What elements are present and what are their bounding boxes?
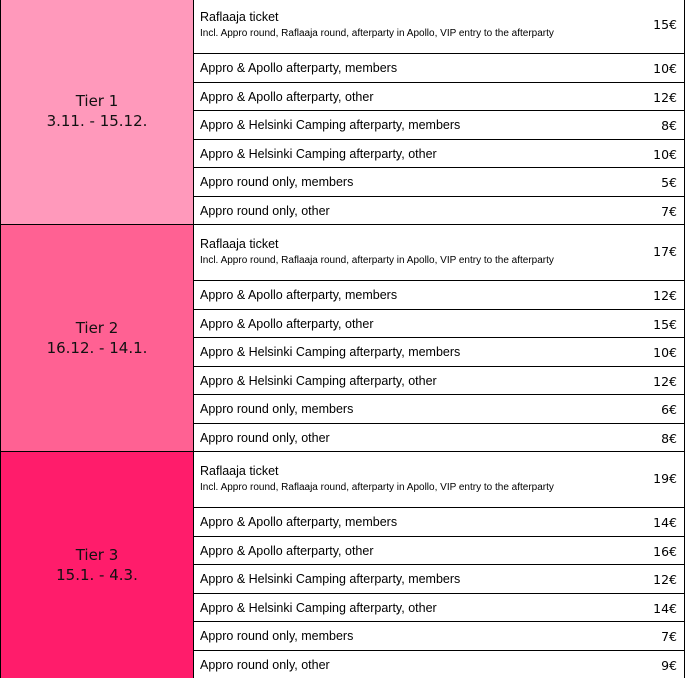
price-row [194, 394, 685, 423]
ticket-price: 14€ [653, 600, 677, 616]
ticket-price: 19€ [653, 471, 677, 486]
ticket-name: Appro round only, other [200, 203, 330, 218]
ticket-name: Appro & Apollo afterparty, other [200, 89, 374, 104]
ticket-price: 6€ [661, 402, 677, 417]
ticket-name: Appro & Apollo afterparty, members [200, 288, 398, 302]
ticket-price: 12€ [653, 288, 677, 303]
ticket-name: Appro round only, members [200, 629, 354, 643]
tier-section [0, 224, 685, 451]
tier-name: Tier 2 [75, 319, 119, 337]
tier-label-cell [0, 451, 194, 678]
tier-label-cell [0, 0, 194, 224]
tier-price-rows [194, 0, 685, 224]
price-row [194, 196, 685, 225]
ticket-price: 12€ [653, 373, 677, 389]
ticket-description: Incl. Appro round, Raflaaja round, afterparty in Apollo, VIP entry to the afterparty [200, 28, 554, 39]
ticket-price: 10€ [653, 146, 677, 162]
price-row [194, 280, 685, 309]
ticket-price: 9€ [661, 657, 677, 673]
ticket-name: Appro & Helsinki Camping afterparty, members [200, 572, 461, 586]
tier-name: Tier 1 [75, 92, 119, 110]
ticket-price: 10€ [653, 345, 677, 360]
tier-dates: 15.1. - 4.3. [56, 566, 138, 584]
price-row [194, 593, 685, 622]
ticket-description: Incl. Appro round, Raflaaja round, afterparty in Apollo, VIP entry to the afterparty [200, 255, 554, 266]
ticket-price: 10€ [653, 61, 677, 76]
price-row [194, 309, 685, 338]
ticket-name: Appro round only, other [200, 430, 330, 445]
price-row [194, 621, 685, 650]
price-row [194, 139, 685, 168]
ticket-price: 12€ [653, 89, 677, 105]
ticket-price: 8€ [661, 430, 677, 446]
price-row [194, 0, 685, 53]
price-row [194, 167, 685, 196]
ticket-name: Appro & Apollo afterparty, other [200, 316, 374, 331]
ticket-price: 17€ [653, 244, 677, 259]
price-row [194, 110, 685, 139]
price-row [194, 82, 685, 111]
price-row [194, 564, 685, 593]
ticket-price: 15€ [653, 17, 677, 32]
ticket-name: Appro & Helsinki Camping afterparty, members [200, 118, 461, 132]
ticket-name: Appro & Helsinki Camping afterparty, members [200, 345, 461, 359]
tier-name: Tier 3 [75, 546, 119, 564]
ticket-name: Raflaaja ticket [200, 10, 279, 24]
ticket-price: 12€ [653, 572, 677, 587]
price-row [194, 423, 685, 452]
tier-label-cell [0, 224, 194, 451]
ticket-price: 5€ [661, 175, 677, 190]
ticket-name: Appro & Apollo afterparty, other [200, 543, 374, 558]
ticket-name: Appro & Apollo afterparty, members [200, 61, 398, 75]
ticket-description: Incl. Appro round, Raflaaja round, afterparty in Apollo, VIP entry to the afterparty [200, 482, 554, 493]
ticket-price: 16€ [653, 543, 677, 559]
price-row [194, 536, 685, 565]
ticket-name: Raflaaja ticket [200, 464, 279, 478]
ticket-name: Appro round only, members [200, 402, 354, 416]
tier-dates: 16.12. - 14.1. [46, 339, 148, 357]
tier-price-rows [194, 224, 685, 451]
ticket-name: Appro & Helsinki Camping afterparty, other [200, 373, 437, 388]
price-row [194, 650, 685, 678]
price-row [194, 451, 685, 507]
price-row [194, 337, 685, 366]
tier-price-rows [194, 451, 685, 678]
ticket-price: 7€ [661, 629, 677, 644]
tier-section [0, 0, 685, 224]
price-row [194, 224, 685, 280]
ticket-name: Raflaaja ticket [200, 237, 279, 251]
ticket-name: Appro & Helsinki Camping afterparty, other [200, 146, 437, 161]
ticket-price: 15€ [653, 316, 677, 332]
ticket-name: Appro round only, members [200, 175, 354, 189]
price-row [194, 507, 685, 536]
price-row [194, 366, 685, 395]
ticket-price: 7€ [661, 203, 677, 219]
price-row [194, 53, 685, 82]
ticket-name: Appro & Apollo afterparty, members [200, 515, 398, 529]
tier-dates: 3.11. - 15.12. [46, 112, 148, 130]
ticket-price: 14€ [653, 515, 677, 530]
ticket-name: Appro round only, other [200, 657, 330, 672]
ticket-name: Appro & Helsinki Camping afterparty, other [200, 600, 437, 615]
ticket-price: 8€ [661, 118, 677, 133]
tier-section [0, 451, 685, 678]
